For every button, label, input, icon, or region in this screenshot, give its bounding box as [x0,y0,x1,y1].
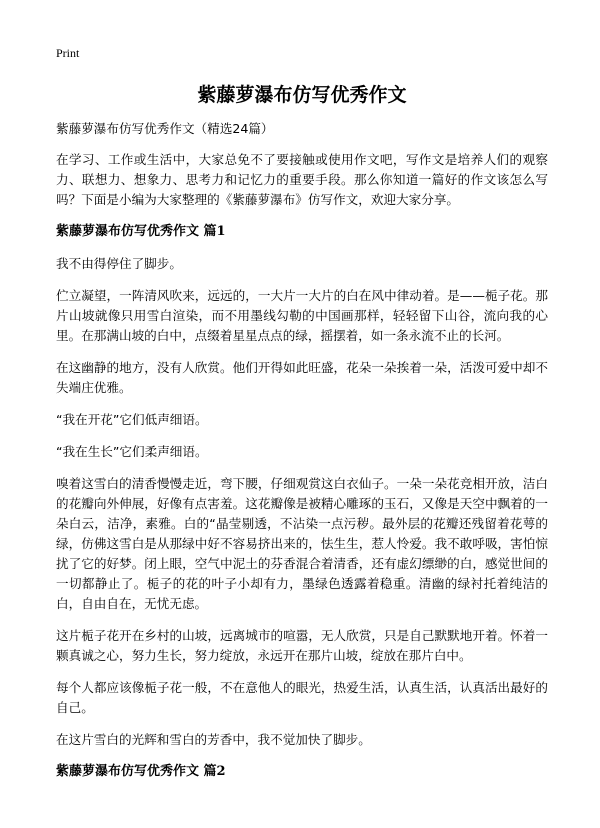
section1-paragraph: 在这片雪白的光辉和雪白的芳香中，我不觉加快了脚步。 [56,732,371,747]
section1-paragraph: 嗅着这雪白的清香慢慢走近，弯下腰，仔细观赏这白衣仙子。一朵一朵花竞相开放，洁白的花瓣向外伸展，好像有点害羞。这花瓣像是被精心雕琢的玉石，又像是天空中飘着的一朵白云，洁净，素雅。白的“晶莹剔透，不沾染一点污秽。最外层的花瓣还残留着花萼的绿，仿佛这雪白是从那绿中好不容易挤出来的，怯生生，惹人怜爱。我不敢呼吸，害怕惊扰了它的好梦。闭上眼，空气中泥土的芬香混合着清香，还有虚幻缥缈的白，感觉世间的一切都静止了。栀子的花的叶子小却有力，墨绿色透露着稳重。清幽的绿衬托着纯洁的白，自由自在，无忧无虑。 [56,476,548,611]
section1-paragraph: 每个人都应该像栀子花一般，不在意他人的眼光，热爱生活，认真生活，认真活出最好的自己。 [56,680,548,715]
intro-paragraph: 在学习、工作或生活中，大家总免不了要接触或使用作文吧，写作文是培养人们的观察力、联想力、想象力、思考力和记忆力的重要手段。那么你知道一篇好的作文该怎么写吗？下面是小编为大家整理的《紫藤萝瀑布》仿写作文，欢迎大家分享。 [56,152,548,207]
section1-paragraph: 我不由得停住了脚步。 [56,256,182,271]
article-subtitle: 紫藤萝瀑布仿写优秀作文（精选24篇） [56,121,274,136]
section1-paragraph: “我在开花”它们低声细语。 [56,412,208,427]
section1-paragraph: 伫立凝望，一阵清风吹来，远远的，一大片一大片的白在风中律动着。是——栀子花。那片山坡就像只用雪白渲染，而不用墨线勾勒的中国画那样，轻轻留下山谷，流向我的心里。在那满山坡的白中，点缀着星星点点的绿，摇摆着，如一条永流不止的长河。 [56,288,548,343]
article-body [56,119,548,794]
section1-paragraph: “我在生长”它们柔声细语。 [56,444,208,459]
section-heading-1: 紫藤萝瀑布仿写优秀作文 篇1 [56,224,226,239]
section-heading-2: 紫藤萝瀑布仿写优秀作文 篇2 [56,764,226,779]
section1-paragraph: 这片栀子花开在乡村的山坡，远离城市的喧嚣，无人欣赏，只是自己默默地开着。怀着一颗真诚之心，努力生长，努力绽放，永远开在那片山坡，绽放在那片白中。 [56,628,548,663]
section1-paragraph: 在这幽静的地方，没有人欣赏。他们开得如此旺盛，花朵一朵挨着一朵，活泼可爱中却不失端庄优雅。 [56,360,548,395]
print-link[interactable]: Print [56,46,80,60]
document-title: 紫藤萝瀑布仿写优秀作文 [197,84,407,106]
